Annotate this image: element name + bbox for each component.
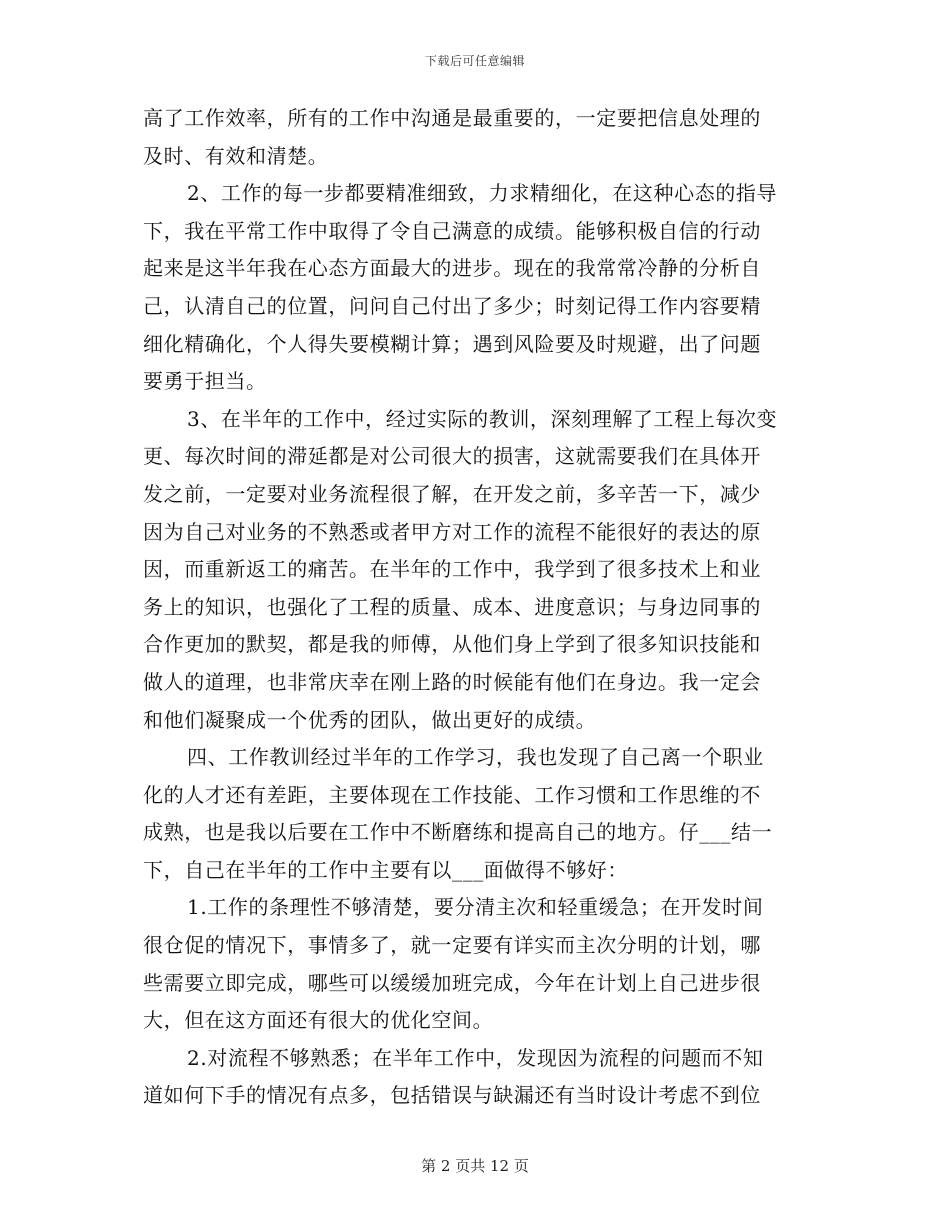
text-line: 3、在半年的工作中，经过实际的教训，深刻理解了工程上每次变	[187, 406, 778, 431]
document-body	[143, 100, 813, 1115]
text-line: 因，而重新返工的痛苦。在半年的工作中，我学到了很多技术上和业	[143, 557, 761, 582]
text-line: 很仓促的情况下，事情多了，就一定要有详实而主次分明的计划，哪	[143, 933, 761, 958]
text-line: 1.工作的条理性不够清楚，要分清主次和轻重缓急；在开发时间	[187, 895, 764, 920]
text-line: 发之前，一定要对业务流程很了解，在开发之前，多辛苦一下，减少	[143, 481, 761, 506]
text-line: 务上的知识，也强化了工程的质量、成本、进度意识；与身边同事的	[143, 594, 761, 619]
text-line: 细化精确化，个人得失要模糊计算；遇到风险要及时规避，出了问题	[143, 331, 761, 356]
text-line: 大，但在这方面还有很大的优化空间。	[143, 1008, 494, 1033]
text-line: 高了工作效率，所有的工作中沟通是最重要的，一定要把信息处理的	[143, 106, 761, 130]
page-number: 第 2 页共 12 页	[421, 1157, 529, 1175]
text-line: 己，认清自己的位置，问问自己付出了多少；时刻记得工作内容要精	[143, 293, 761, 318]
text-line: 四、工作教训经过半年的工作学习，我也发现了自己离一个职业	[187, 745, 764, 770]
page-header: 下载后可任意编辑	[424, 54, 525, 68]
text-line: 2.对流程不够熟悉；在半年工作中，发现因为流程的问题而不知	[187, 1045, 764, 1070]
text-line: 及时、有效和清楚。	[143, 143, 329, 168]
text-line: 因为自己对业务的不熟悉或者甲方对工作的流程不能很好的表达的原	[143, 519, 761, 544]
text-line: 下，自己在半年的工作中主要有以___面做得不够好：	[143, 857, 628, 882]
text-line: 化的人才还有差距，主要体现在工作技能、工作习惯和工作思维的不	[143, 782, 761, 807]
text-line: 要勇于担当。	[143, 369, 267, 394]
text-line: 合作更加的默契，都是我的师傅，从他们身上学到了很多知识技能和	[143, 632, 761, 657]
text-line: 更、每次时间的滞延都是对公司很大的损害，这就需要我们在具体开	[143, 444, 761, 469]
text-line: 做人的道理，也非常庆幸在刚上路的时候能有他们在身边。我一定会	[143, 669, 761, 694]
text-line: 2、工作的每一步都要精准细致，力求精细化，在这种心态的指导	[187, 181, 778, 206]
text-line: 道如何下手的情况有点多，包括错误与缺漏还有当时设计考虑不到位	[143, 1083, 761, 1108]
text-line: 下，我在平常工作中取得了令自己满意的成绩。能够积极自信的行动	[143, 218, 761, 243]
text-line: 和他们凝聚成一个优秀的团队，做出更好的成绩。	[143, 707, 597, 732]
text-line: 些需要立即完成，哪些可以缓缓加班完成，今年在计划上自己进步很	[143, 970, 761, 995]
text-line: 起来是这半年我在心态方面最大的进步。现在的我常常冷静的分析自	[143, 256, 761, 281]
text-line: 成熟，也是我以后要在工作中不断磨练和提高自己的地方。仔___结一	[143, 820, 773, 845]
